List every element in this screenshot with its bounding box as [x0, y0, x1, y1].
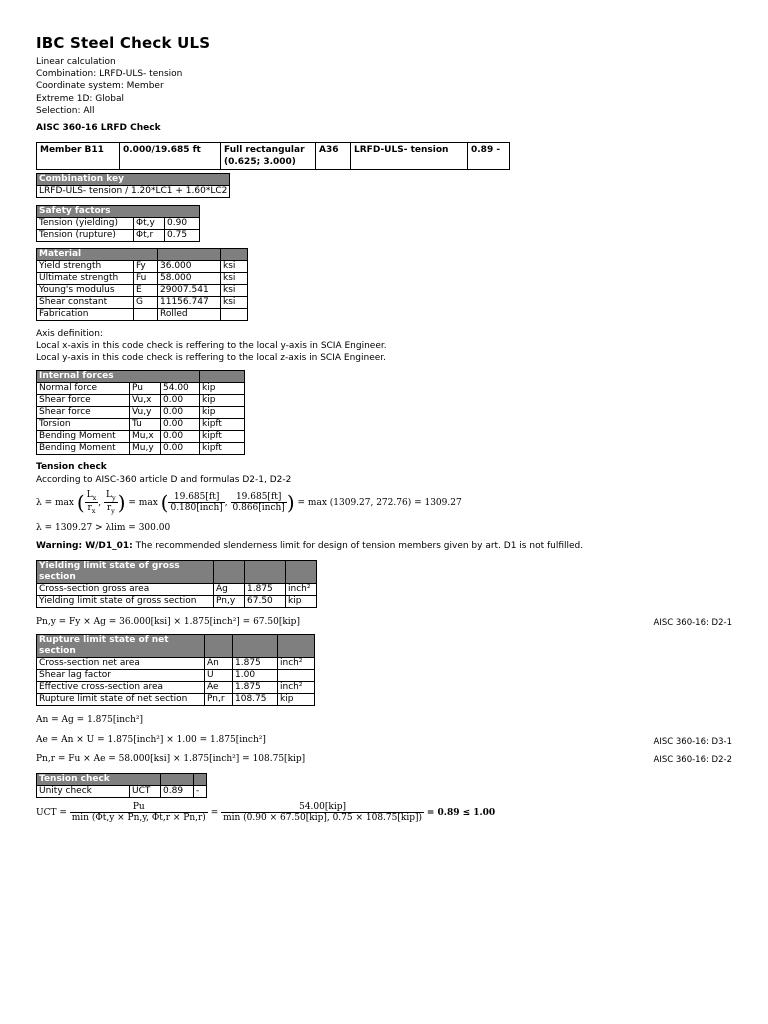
table-header: Yielding limit state of gross section [37, 561, 214, 584]
cell-label: Normal force [37, 383, 130, 395]
ref-d2-1: AISC 360-16: D2-1 [653, 618, 732, 628]
cell-unit: inch² [278, 658, 315, 670]
formula-text: UCT = [36, 808, 67, 818]
cell-symbol: Φt,r [134, 230, 165, 242]
cell-unit: inch² [278, 682, 315, 694]
table-row [37, 407, 245, 419]
cell-symbol: E [134, 285, 158, 297]
formula-text: 0.180[inch] [170, 502, 223, 513]
formula-text: 0.866[inch] [232, 502, 285, 513]
cell-label: Cross-section net area [37, 658, 205, 670]
cell-symbol: Vu,x [130, 395, 161, 407]
table-row [37, 670, 315, 682]
cell-label: Bending Moment [37, 443, 130, 455]
table-row [37, 694, 315, 706]
cell-unit: kipft [200, 443, 245, 455]
cell-value: 0.00 [161, 419, 200, 431]
an-formula: An = Ag = 1.875[inch²] [36, 715, 143, 725]
cell-label: Unity check [37, 786, 130, 798]
formula-text: 19.685[ft] [168, 492, 224, 503]
cell-symbol: Fy [134, 261, 158, 273]
yielding-table [36, 560, 317, 608]
table-row [37, 443, 245, 455]
cell-label: Fabrication [37, 309, 134, 321]
table-row [37, 658, 315, 670]
table-header: Material [37, 249, 158, 261]
table-row [37, 218, 200, 230]
cell-value: 58.000 [158, 273, 221, 285]
cell-symbol: An [205, 658, 233, 670]
ae-formula: Ae = An × U = 1.875[inch²] × 1.00 = 1.875[inch²] [36, 735, 266, 745]
member-table [36, 142, 510, 170]
check-title: AISC 360-16 LRFD Check [36, 123, 161, 133]
cell-symbol: Tu [130, 419, 161, 431]
cell-value: 1.00 [233, 670, 278, 682]
table-row [37, 419, 245, 431]
member-combination: LRFD-ULS- tension [351, 143, 468, 170]
warning-label: Warning: W/D1_01: [36, 541, 133, 551]
cell-symbol: Mu,y [130, 443, 161, 455]
ref-d3-1: AISC 360-16: D3-1 [653, 737, 732, 747]
cell-symbol: Fu [134, 273, 158, 285]
formula-text: 54.00[kip] [221, 802, 424, 813]
cell-unit: ksi [221, 285, 248, 297]
combination-key-value: LRFD-ULS- tension / 1.20*LC1 + 1.60*LC2 [37, 186, 230, 198]
cell-symbol: Ae [205, 682, 233, 694]
table-header: Rupture limit state of net section [37, 635, 205, 658]
cell-symbol: Φt,y [134, 218, 165, 230]
cell-unit: inch² [286, 584, 317, 596]
cell-symbol [134, 309, 158, 321]
intro-line: Combination: LRFD-ULS- tension [36, 69, 183, 80]
member-position: 0.000/19.685 ft [120, 143, 221, 170]
cell-value: 67.50 [245, 596, 286, 608]
table-header: Combination key [37, 174, 230, 186]
pny-formula: Pn,y = Fy × Ag = 36.000[ksi] × 1.875[inch²] = 67.50[kip] [36, 617, 300, 627]
cell-symbol: G [134, 297, 158, 309]
table-header: Safety factors [37, 206, 200, 218]
table-row [37, 309, 248, 321]
tension-check-table [36, 773, 207, 798]
warning-text: The recommended slenderness limit for design of tension members given by art. D1 is not fulfilled. [135, 541, 584, 551]
cell-unit: ksi [221, 261, 248, 273]
cell-unit: kipft [200, 419, 245, 431]
cell-value: 11156.747 [158, 297, 221, 309]
cell-unit [221, 309, 248, 321]
formula-text: 19.685[ft] [231, 492, 287, 503]
cell-unit: kipft [200, 431, 245, 443]
lambda-limit-formula: λ = 1309.27 > λlim = 300.00 [36, 523, 171, 533]
table-row [37, 297, 248, 309]
intro-block [36, 56, 182, 117]
cell-value: 0.75 [165, 230, 200, 242]
cell-value: 54.00 [161, 383, 200, 395]
table-row [37, 383, 245, 395]
warning-message [36, 541, 583, 551]
member-material: A36 [316, 143, 351, 170]
cell-value: 0.00 [161, 407, 200, 419]
axis-line: Axis definition: [36, 329, 103, 339]
cell-label: Tension (yielding) [37, 218, 134, 230]
table-header: Tension check [37, 774, 161, 786]
cell-label: Tension (rupture) [37, 230, 134, 242]
formula-text: min (Φt,y × Pn,y, Φt,r × Pn,r) [71, 813, 206, 823]
member-section: Full rectangular (0.625; 3.000) [221, 143, 316, 170]
cell-value: 29007.541 [158, 285, 221, 297]
tension-check-ref: According to AISC-360 article D and formulas D2-1, D2-2 [36, 475, 292, 485]
cell-value: 1.875 [233, 658, 278, 670]
lambda-formula: λ = max ( $\frac{L_x}{r_x}$ , $\frac{L_y}{r_y}$ ) = max ( $\frac{19.685[ft]}{\text{0.180[inch]}}$ , $\frac{19.685[ft]}{\text{0.866[inch]}}$ ) = max (1309.27, 272.76) = 1309.27 [36, 490, 462, 515]
safety-factors-table [36, 205, 200, 242]
table-row [37, 285, 248, 297]
cell-unit: kip [286, 596, 317, 608]
cell-label: Effective cross-section area [37, 682, 205, 694]
material-table [36, 248, 248, 321]
cell-symbol: Pn,y [214, 596, 245, 608]
cell-unit: - [194, 786, 207, 798]
table-header: Internal forces [37, 371, 200, 383]
table-row [37, 786, 207, 798]
formula-result: = 0.89 ≤ 1.00 [426, 808, 496, 818]
ref-d2-2: AISC 360-16: D2-2 [653, 755, 732, 765]
formula-text: Pu [70, 802, 208, 813]
axis-line: Local y-axis in this code check is reffering to the local z-axis in SCIA Engineer. [36, 353, 386, 363]
member-name: Member B11 [37, 143, 120, 170]
cell-symbol: Pu [130, 383, 161, 395]
cell-unit: ksi [221, 297, 248, 309]
cell-label: Yield strength [37, 261, 134, 273]
rupture-table [36, 634, 315, 706]
cell-label: Rupture limit state of net section [37, 694, 205, 706]
table-row [37, 273, 248, 285]
member-uc: 0.89 - [468, 143, 510, 170]
cell-label: Shear constant [37, 297, 134, 309]
cell-label: Cross-section gross area [37, 584, 214, 596]
cell-label: Ultimate strength [37, 273, 134, 285]
cell-value: 36.000 [158, 261, 221, 273]
tension-check-title: Tension check [36, 462, 107, 472]
cell-value: 0.90 [165, 218, 200, 230]
combination-key-table [36, 173, 230, 198]
cell-symbol: Mu,x [130, 431, 161, 443]
cell-label: Torsion [37, 419, 130, 431]
pnr-formula: Pn,r = Fu × Ae = 58.000[ksi] × 1.875[inch²] = 108.75[kip] [36, 754, 306, 764]
table-row [37, 395, 245, 407]
cell-unit: kip [200, 407, 245, 419]
cell-label: Shear force [37, 395, 130, 407]
table-row [37, 431, 245, 443]
table-row [37, 230, 200, 242]
intro-line: Coordinate system: Member [36, 81, 164, 92]
cell-label: Bending Moment [37, 431, 130, 443]
table-row [37, 261, 248, 273]
cell-unit [278, 670, 315, 682]
cell-value: 0.89 [161, 786, 194, 798]
cell-unit: kip [200, 383, 245, 395]
cell-value: 1.875 [245, 584, 286, 596]
cell-value: Rolled [158, 309, 221, 321]
cell-label: Young's modulus [37, 285, 134, 297]
cell-label: Shear force [37, 407, 130, 419]
cell-unit: ksi [221, 273, 248, 285]
cell-symbol: Vu,y [130, 407, 161, 419]
formula-text: = max [128, 497, 158, 508]
formula-text: min (0.90 × 67.50[kip], 0.75 × 108.75[kip]) [223, 813, 422, 823]
cell-value: 0.00 [161, 431, 200, 443]
cell-unit: kip [278, 694, 315, 706]
uc-formula: UCT = $\frac{Pu}{\min (\Phi t,y \times Pn,y, \Phi t,r \times Pn,r)}$ = $\frac{\text{54.00[kip]}}{\text{min (0.90 × 67.50[kip], 0.75 × 108.75[kip])}}$ = 0.89 ≤ 1.00 [36, 802, 496, 823]
intro-line: Linear calculation [36, 57, 116, 67]
cell-value: 0.00 [161, 443, 200, 455]
cell-symbol: U [205, 670, 233, 682]
page-title: IBC Steel Check ULS [36, 34, 211, 52]
table-row [37, 596, 317, 608]
cell-value: 0.00 [161, 395, 200, 407]
cell-value: 1.875 [233, 682, 278, 694]
formula-text: λ = max [36, 497, 74, 508]
axis-line: Local x-axis in this code check is reffering to the local y-axis in SCIA Engineer. [36, 341, 387, 351]
intro-line: Extreme 1D: Global [36, 93, 125, 104]
axis-definition [36, 328, 387, 364]
table-row [37, 584, 317, 596]
cell-symbol: Pn,r [205, 694, 233, 706]
internal-forces-table [36, 370, 245, 455]
cell-symbol: UCT [130, 786, 161, 798]
cell-unit: kip [200, 395, 245, 407]
cell-symbol: Ag [214, 584, 245, 596]
cell-label: Shear lag factor [37, 670, 205, 682]
intro-line: Selection: All [36, 105, 95, 116]
cell-label: Yielding limit state of gross section [37, 596, 214, 608]
cell-value: 108.75 [233, 694, 278, 706]
table-row [37, 682, 315, 694]
formula-text: = max (1309.27, 272.76) = 1309.27 [297, 497, 462, 508]
